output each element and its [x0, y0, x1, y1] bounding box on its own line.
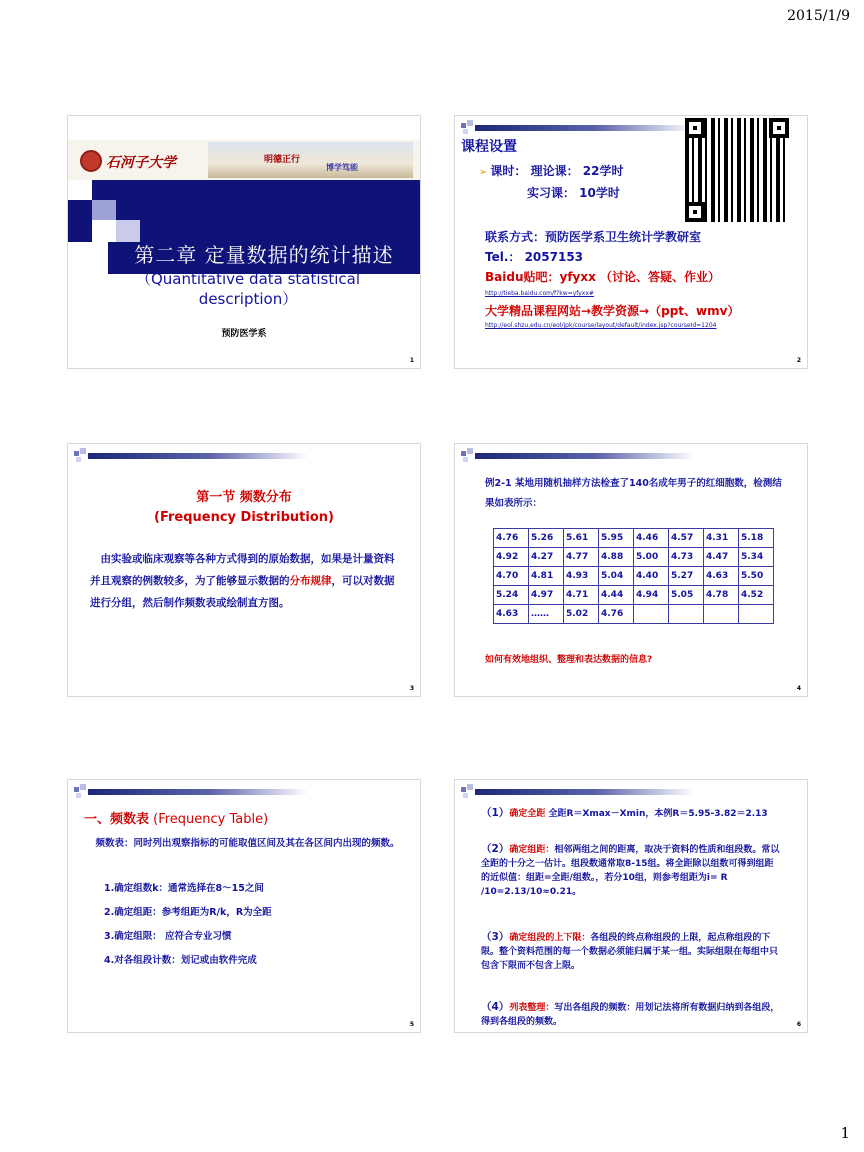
decor-block [92, 220, 116, 242]
step-label: 列表整理： [509, 1003, 555, 1013]
step-number: （2） [481, 843, 510, 855]
contact-info: 联系方式：预防医学系卫生统计学教研室 [485, 230, 702, 244]
table-cell: 4.92 [494, 548, 529, 567]
table-cell: 4.52 [739, 586, 774, 605]
table-cell: …… [529, 605, 564, 624]
header-bar [461, 784, 696, 800]
table-cell [739, 605, 774, 624]
slide-2-thumbnail[interactable] [455, 116, 807, 368]
table-row [494, 605, 774, 624]
table-cell: 4.47 [704, 548, 739, 567]
table-cell: 5.61 [564, 529, 599, 548]
slide-number: 1 [409, 357, 414, 364]
definition-text: 频数表：同时列出观察指标的可能取值区间及其在各区间内出现的频数。 [95, 838, 400, 849]
table-cell: 4.63 [704, 567, 739, 586]
step-label: 确定组距： [509, 845, 555, 855]
rbc-data-table [493, 528, 774, 624]
university-name: 石河子大学 [106, 155, 176, 171]
header-bar [461, 448, 696, 464]
table-cell: 5.50 [739, 567, 774, 586]
slide-5-thumbnail[interactable] [68, 780, 420, 1032]
hours-theory [479, 162, 623, 179]
table-cell: 5.18 [739, 529, 774, 548]
body-highlight: 分布规律 [289, 575, 332, 587]
table-cell: 5.27 [669, 567, 704, 586]
table-cell: 4.44 [599, 586, 634, 605]
slide-1-thumbnail[interactable] [68, 116, 420, 368]
page-date: 2015/1/9 [787, 8, 850, 24]
step-label: 确定组段的上下限： [509, 933, 591, 943]
slide-6-thumbnail[interactable] [455, 780, 807, 1032]
qr-finder-icon [685, 202, 705, 222]
body-text-2: ，可以对数据进行分组，然后制作频数表或绘制直方图。 [90, 575, 395, 609]
table-cell: 4.31 [704, 529, 739, 548]
table-cell: 5.02 [564, 605, 599, 624]
table-cell: 4.57 [669, 529, 704, 548]
table-cell: 5.95 [599, 529, 634, 548]
step-text: 各组段的终点称组段的上限，起点称组段的下限。整个资料范围的每一个数据必须能归属于某一组。实际组限在每组中只包含下限而不包含上限。 [481, 933, 779, 971]
decor-block [92, 200, 116, 220]
course-website: 大学精品课程网站→教学资源→（ppt、wmv） [485, 304, 740, 318]
motto-left: 明德正行 [264, 155, 301, 165]
motto-right: 博学笃能 [326, 163, 358, 172]
section-body [90, 548, 400, 614]
slide-number: 6 [796, 1021, 801, 1028]
slide-3-thumbnail[interactable] [68, 444, 420, 696]
step-number: （4） [481, 1001, 510, 1013]
table-row [494, 567, 774, 586]
table-cell: 4.97 [529, 586, 564, 605]
table-cell: 4.88 [599, 548, 634, 567]
step-4: 4.对各组段计数：划记或由软件完成 [104, 955, 257, 966]
step-limits [481, 930, 781, 973]
qr-code-icon [685, 118, 789, 222]
table-row [494, 529, 774, 548]
slide-number: 5 [409, 1021, 414, 1028]
telephone: Tel.： 2057153 [485, 250, 584, 264]
decor-block [68, 180, 92, 200]
table-cell: 4.81 [529, 567, 564, 586]
table-cell: 4.27 [529, 548, 564, 567]
header-bar [74, 784, 309, 800]
table-cell [704, 605, 739, 624]
table-row [494, 586, 774, 605]
slide-4-thumbnail[interactable] [455, 444, 807, 696]
step-2: 2.确定组距：参考组距为R/k，R为全距 [104, 907, 272, 918]
heading-en: (Frequency Table) [149, 812, 269, 827]
slide-number: 2 [796, 357, 801, 364]
step-3: 3.确定组限： 应符合专业习惯 [104, 931, 232, 942]
definition [86, 834, 406, 854]
table-cell: 4.70 [494, 567, 529, 586]
hours-theory-text: 课时： 理论课： 22学时 [490, 164, 624, 178]
course-website-link[interactable]: http://eol.shzu.edu.cn/eol/jpk/course/layout/default/index.jsp?courseId=1204 [485, 322, 717, 329]
table-cell: 5.05 [669, 586, 704, 605]
decor-block [116, 220, 140, 242]
department: 预防医学系 [221, 329, 267, 339]
baidu-link[interactable]: http://tieba.baidu.com/f?kw=yfyxx# [485, 290, 594, 297]
step-range [481, 806, 781, 821]
bullet-arrow-icon: ➢ [479, 167, 488, 178]
table-cell: 4.63 [494, 605, 529, 624]
table-cell: 4.73 [669, 548, 704, 567]
table-cell [634, 605, 669, 624]
table-row [494, 548, 774, 567]
table-cell: 5.26 [529, 529, 564, 548]
chapter-title: 第二章 定量数据的统计描述 [108, 242, 420, 268]
heading-cn: 一、频数表 [84, 812, 150, 827]
qr-finder-icon [685, 118, 705, 138]
campus-photo [208, 142, 413, 178]
table-cell: 5.24 [494, 586, 529, 605]
step-interval [481, 842, 781, 899]
table-cell: 4.76 [494, 529, 529, 548]
subtitle-line-2: description） [198, 290, 298, 308]
step-tabulate [481, 1000, 781, 1029]
table-cell: 4.94 [634, 586, 669, 605]
subtitle-line-1: （Quantitative data statistical [135, 270, 361, 288]
page-number: 1 [840, 1124, 850, 1142]
slide-number: 4 [796, 685, 801, 692]
section-title: 第一节 频数分布 [196, 490, 292, 505]
university-seal-icon [80, 150, 102, 172]
step-number: （1） [481, 807, 510, 819]
step-number: （3） [481, 931, 510, 943]
table-cell: 5.34 [739, 548, 774, 567]
table-cell: 4.93 [564, 567, 599, 586]
table-cell: 4.77 [564, 548, 599, 567]
hours-practice: 实习课： 10学时 [527, 186, 620, 200]
table-cell: 5.00 [634, 548, 669, 567]
table-cell: 5.04 [599, 567, 634, 586]
qr-finder-icon [769, 118, 789, 138]
header-bar [461, 120, 696, 136]
decor-block [68, 200, 92, 220]
baidu-forum: Baidu贴吧：yfyxx （讨论、答疑、作业） [485, 270, 721, 284]
section-title-en: (Frequency Distribution) [154, 510, 334, 525]
table-cell: 4.46 [634, 529, 669, 548]
step-1: 1.确定组数k：通常选择在8～15之间 [104, 883, 264, 894]
slide-heading: 课程设置 [461, 139, 517, 155]
table-cell [669, 605, 704, 624]
example-intro: 例2-1 某地用随机抽样方法检查了140名成年男子的红细胞数，检测结果如表所示： [485, 478, 782, 509]
step-text: 全距R＝Xmax－Xmin，本例R＝5.95-3.82＝2.13 [545, 809, 768, 819]
step-text: 相邻两组之间的距离，取决于资料的性质和组段数。常以全距的十分之一估计。组段数通常取8-15组。将全距除以组数可得到组距的近似值：组距=全距/组数。，若分10组，则参考组距为i= R /10=2.13/10≈0.21。 [481, 845, 780, 897]
table-cell: 4.71 [564, 586, 599, 605]
frequency-table-heading [84, 808, 268, 827]
step-label: 确定全距 [509, 809, 546, 819]
chapter-subtitle [98, 269, 398, 309]
slide-number: 3 [409, 685, 414, 692]
step-text: 写出各组段的频数：用划记法将所有数据归纳到各组段，得到各组段的频数。 [481, 1003, 780, 1027]
header-bar [74, 448, 309, 464]
table-cell: 4.40 [634, 567, 669, 586]
table-cell: 4.78 [704, 586, 739, 605]
body-text-1: 由实验或临床观察等各种方式得到的原始数据，如果是计量资料并且观察的例数较多，为了能够显示数据的 [90, 553, 395, 587]
table-cell: 4.76 [599, 605, 634, 624]
question-text: 如何有效地组织、整理和表达数据的信息? [485, 655, 653, 665]
